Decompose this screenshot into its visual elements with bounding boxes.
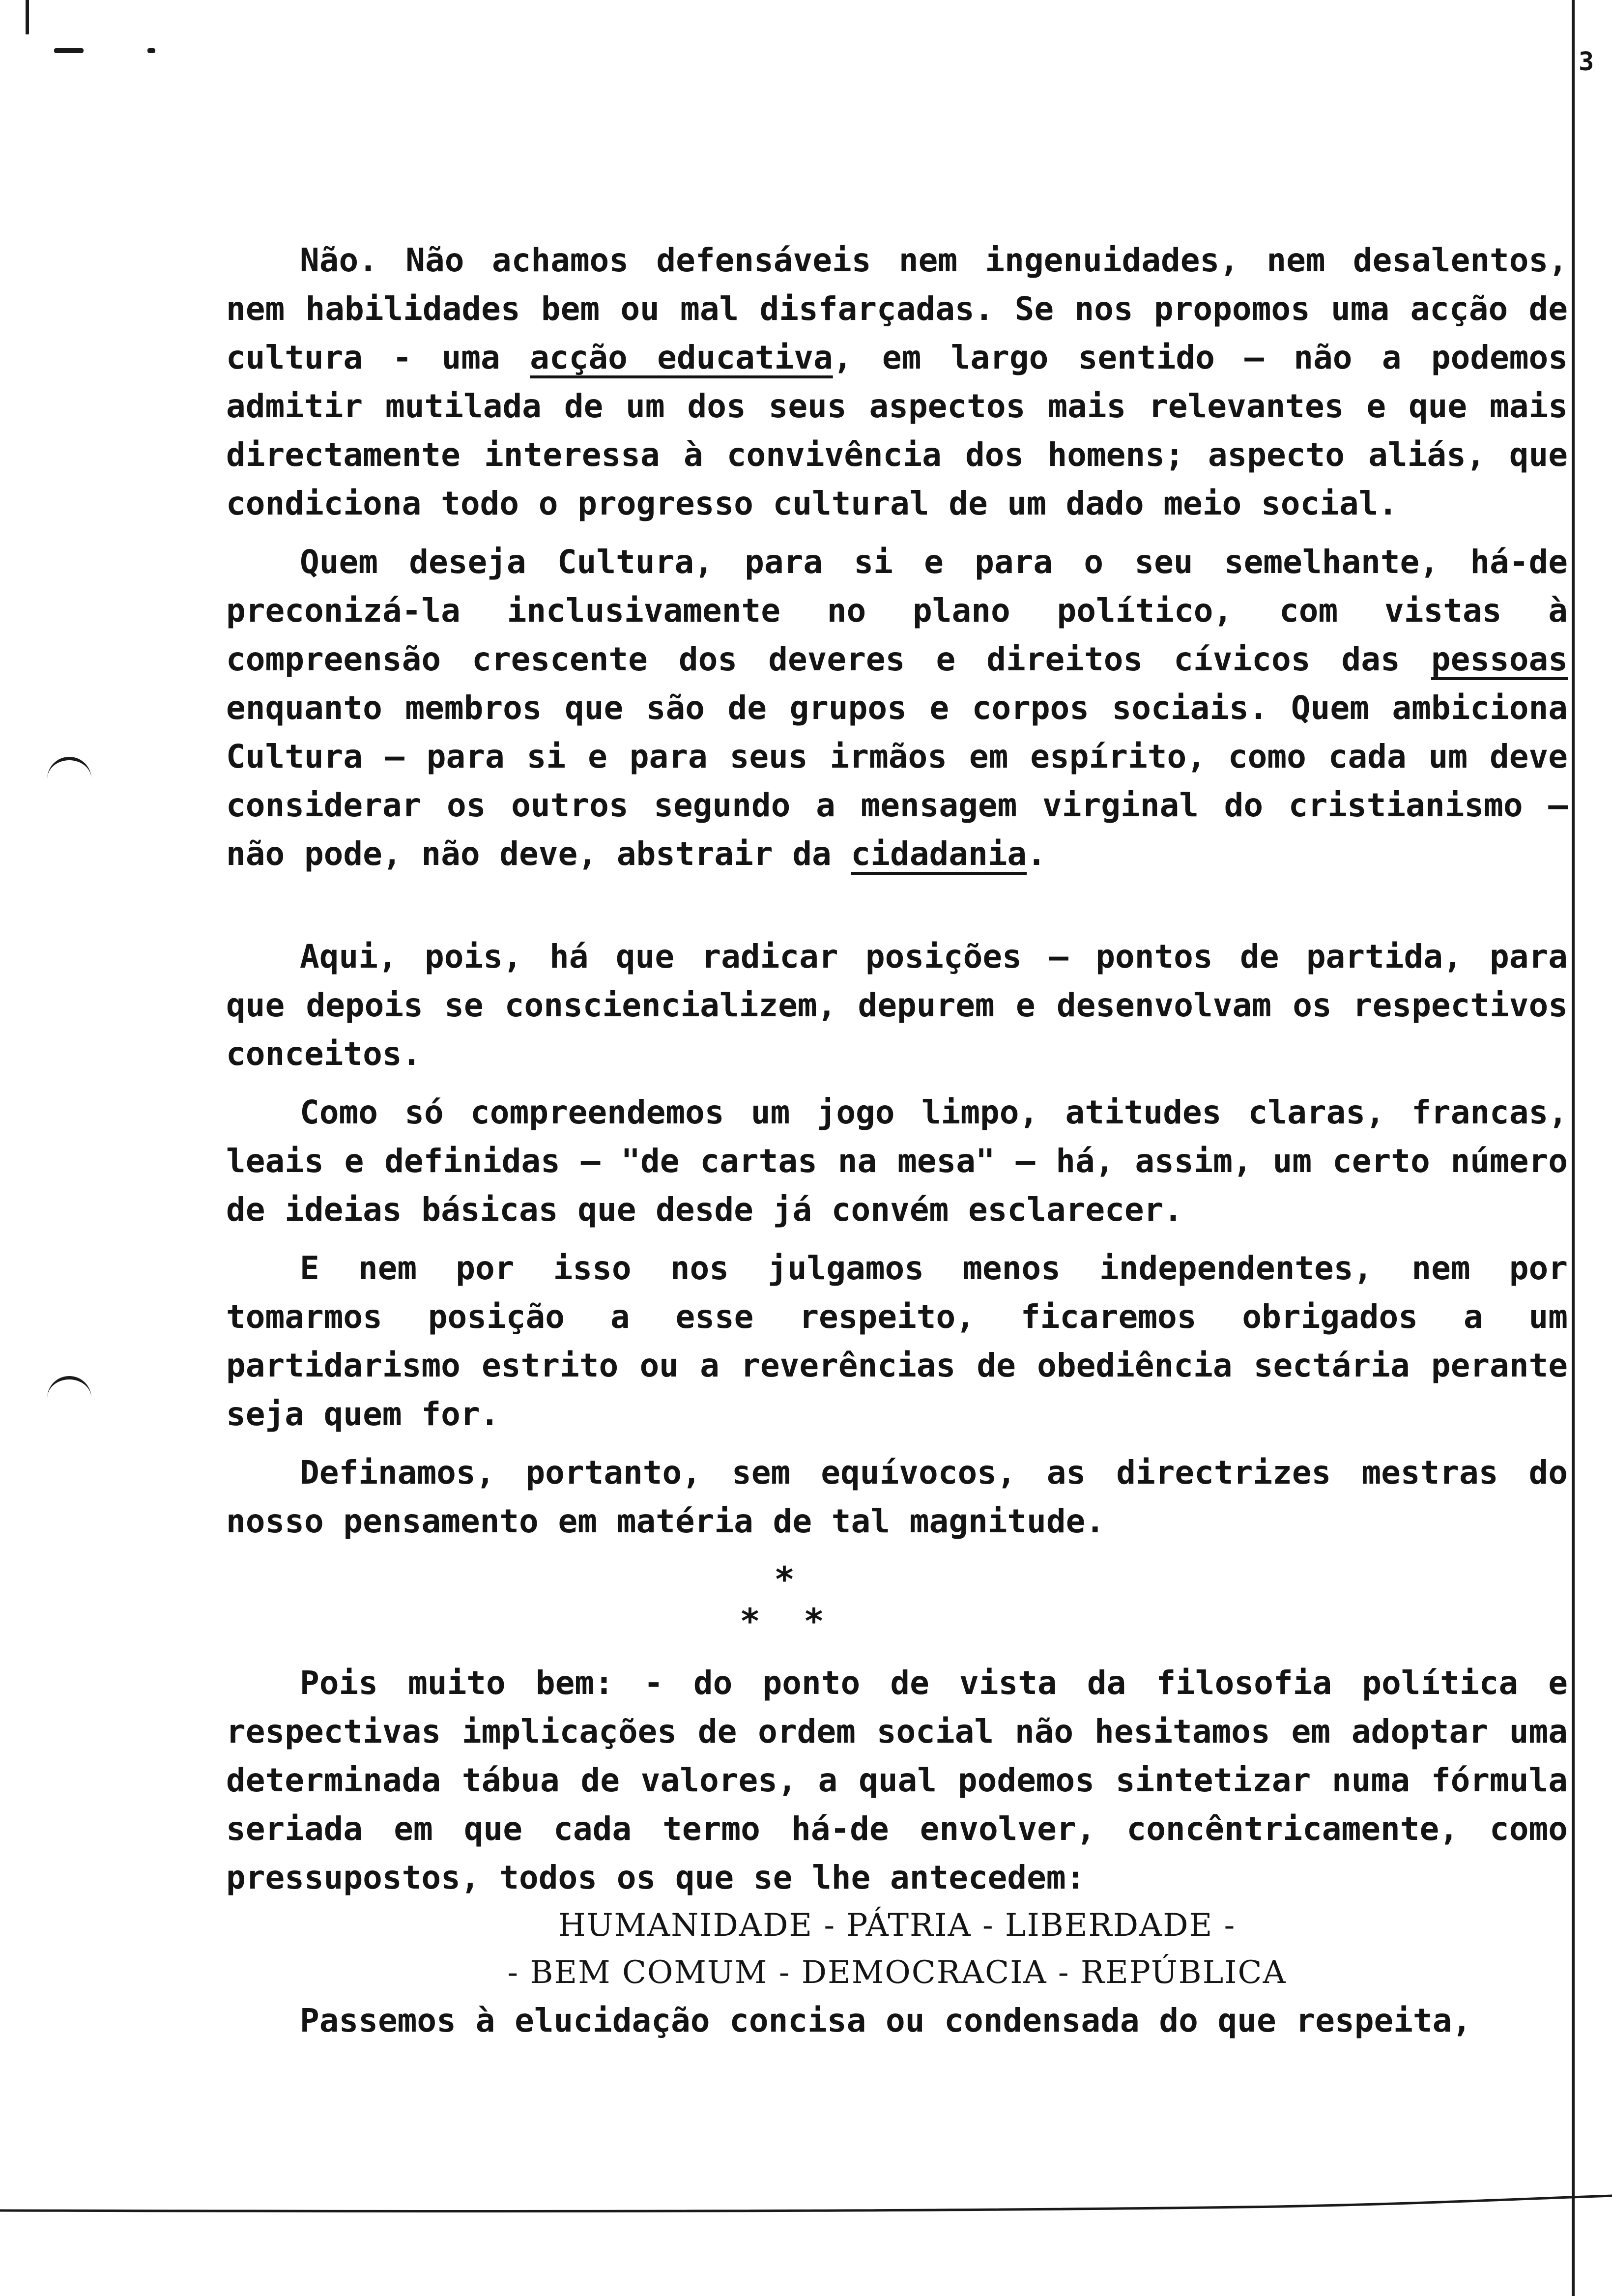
formula-line-1: HUMANIDADE - PÁTRIA - LIBERDADE -: [558, 1907, 1236, 1944]
paragraph-2-text-b: enquanto membros que são de grupos e corpos sociais. Quem ambiciona Cultura — para si e para seus irmãos em espírito, como cada um deve considerar os outros segundo a mensagem virginal do cristianismo — não pode, não deve, abstrair da: [226, 689, 1568, 873]
paragraph-2: [226, 538, 1568, 878]
paragraph-1: [226, 236, 1568, 528]
spacer: [226, 1438, 1568, 1448]
punch-hole-mark-lower: [47, 1376, 91, 1399]
paragraph-2-text-c: .: [1027, 835, 1046, 873]
paragraph-6: Definamos, portanto, sem equívocos, as directrizes mestras do nosso pensamento em matéria de tal magnitude.: [226, 1454, 1568, 1540]
separator-star-right: *: [804, 1601, 825, 1641]
punch-hole-mark-upper: [47, 757, 91, 780]
spacer: [226, 878, 1568, 932]
paragraph-5: E nem por isso nos julgamos menos independentes, nem por tomarmos posição a esse respeito, ficaremos obrigados a um partidarismo estrito ou a reverências de obediência sectária perante seja quem for.: [226, 1249, 1568, 1433]
paragraph-3: Aqui, pois, há que radicar posições — pontos de partida, para que depois se consciencializem, depurem e desenvolvam os respectivos conceitos.: [226, 938, 1568, 1073]
bottom-torn-edge-line: [0, 2192, 1612, 2221]
spacer: [226, 1234, 1568, 1244]
underlined-acao-educativa: acção educativa: [530, 339, 833, 376]
separator-star-left: *: [740, 1601, 761, 1641]
spacer: [226, 528, 1568, 538]
values-formula: [226, 1902, 1568, 1996]
document-body: [226, 236, 1568, 2045]
paragraph-2-text-a: Quem deseja Cultura, para si e para o seu semelhante, há-de preconizá-la inclusivamente no plano político, com vistas à compreensão crescente dos deveres e direitos cívicos das: [226, 543, 1568, 678]
section-separator: [226, 1546, 1568, 1659]
spacer: [226, 1078, 1568, 1088]
page-number: 3: [1579, 47, 1594, 77]
paragraph-1-text-a: Não. Não achamos defensáveis nem ingenuidades, nem desalentos, nem habilidades bem ou mal disfarçadas. Se nos propomos uma acção de cultura - uma: [226, 241, 1568, 376]
paragraph-8: Passemos à elucidação concisa ou condensada do que respeita,: [300, 2002, 1472, 2039]
top-dash-mark: [54, 48, 84, 53]
formula-line-2: - BEM COMUM - DEMOCRACIA - REPÚBLICA: [507, 1954, 1287, 1991]
underlined-cidadania: cidadania: [851, 835, 1027, 873]
separator-star-top: *: [774, 1559, 795, 1600]
top-margin-mark: [26, 0, 29, 34]
top-dot-mark: [147, 48, 155, 53]
right-margin-rule: [1572, 0, 1575, 2296]
underlined-pessoas: pessoas: [1431, 640, 1568, 678]
paragraph-7: Pois muito bem: - do ponto de vista da filosofia política e respectivas implicações de ordem social não hesitamos em adoptar uma determinada tábua de valores, a qual podemos sintetizar numa fórmula seriada em que cada termo há-de envolver, concêntricamente, como pressupostos, todos os que se lhe antecedem:: [226, 1664, 1568, 1896]
paragraph-4: Como só compreendemos um jogo limpo, atitudes claras, francas, leais e definidas — "de cartas na mesa" — há, assim, um certo número de ideias básicas que desde já convém esclarecer.: [226, 1093, 1568, 1229]
paragraph-1-text-b: , em largo sentido — não a podemos admitir mutilada de um dos seus aspectos mais relevantes e que mais directamente interessa à convivência dos homens; aspecto aliás, que condiciona todo o progresso cultural de um dado meio social.: [226, 339, 1568, 522]
